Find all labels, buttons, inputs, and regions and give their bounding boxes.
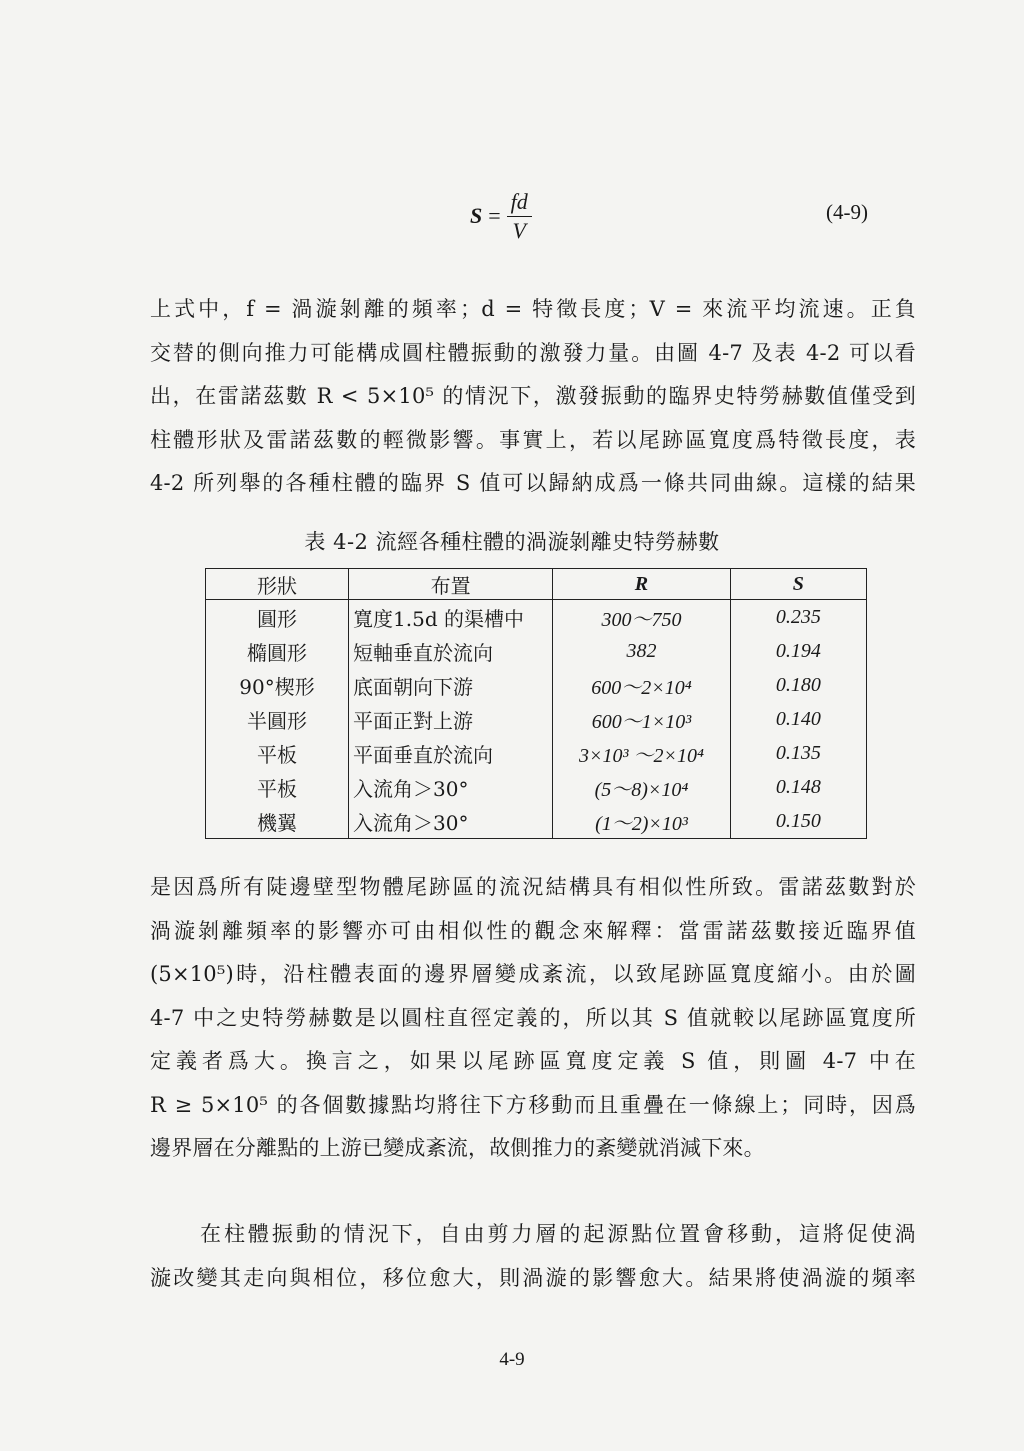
equation-numerator: fd bbox=[507, 190, 532, 217]
equation-equals: = bbox=[488, 203, 501, 228]
strouhal-table bbox=[205, 568, 867, 839]
table-row bbox=[206, 736, 867, 770]
equation-strouhal bbox=[470, 186, 532, 246]
cell-shape: 圓形 bbox=[206, 600, 349, 635]
paragraph-2 bbox=[150, 866, 916, 1171]
cell-layout: 短軸垂直於流向 bbox=[349, 634, 553, 668]
table-row bbox=[206, 668, 867, 702]
cell-layout: 入流角＞30° bbox=[349, 770, 553, 804]
cell-shape: 平板 bbox=[206, 770, 349, 804]
table-row bbox=[206, 634, 867, 668]
cell-layout: 平面垂直於流向 bbox=[349, 736, 553, 770]
text-line: 柱體形狀及雷諾茲數的輕微影響。事實上，若以尾跡區寬度爲特徵長度，表 bbox=[150, 427, 916, 452]
cell-r: 3×10³ ～2×10⁴ bbox=[553, 736, 731, 770]
cell-layout: 入流角＞30° bbox=[349, 804, 553, 839]
cell-layout: 底面朝向下游 bbox=[349, 668, 553, 702]
text-line: 在柱體振動的情況下，自由剪力層的起源點位置會移動，這將促使渦 bbox=[200, 1222, 916, 1246]
text-line: 4-7 中之史特勞赫數是以圓柱直徑定義的，所以其 S 值就較以尾跡區寬度所 bbox=[150, 1005, 916, 1030]
cell-s: 0.235 bbox=[730, 600, 866, 635]
text-line: 定義者爲大。換言之，如果以尾跡區寬度定義 S 值，則圖 4-7 中在 bbox=[150, 1049, 916, 1073]
text-line: 上式中，f = 渦漩剝離的頻率；d = 特徵長度；V = 來流平均流速。正負 bbox=[150, 297, 916, 321]
cell-s: 0.148 bbox=[730, 770, 866, 804]
table-row bbox=[206, 702, 867, 736]
cell-r: 382 bbox=[553, 634, 731, 668]
cell-r: 600～2×10⁴ bbox=[553, 668, 731, 702]
text-line: R ≥ 5×10⁵ 的各個數據點均將往下方移動而且重疊在一條線上；同時，因爲 bbox=[150, 1092, 916, 1117]
text-line: 是因爲所有陡邊壁型物體尾跡區的流況結構具有相似性所致。雷諾茲數對於 bbox=[150, 875, 916, 899]
header-r: R bbox=[553, 569, 731, 600]
cell-shape: 90°楔形 bbox=[206, 668, 349, 702]
cell-r: (1～2)×10³ bbox=[553, 804, 731, 839]
page-number: 4-9 bbox=[499, 1349, 525, 1370]
equation-number: (4-9) bbox=[826, 200, 868, 224]
text-line: 漩改變其走向與相位，移位愈大，則渦漩的影響愈大。結果將使渦漩的頻率 bbox=[150, 1265, 916, 1290]
cell-r: (5～8)×10⁴ bbox=[553, 770, 731, 804]
paragraph-3 bbox=[150, 1213, 916, 1300]
cell-shape: 橢圓形 bbox=[206, 634, 349, 668]
cell-shape: 半圓形 bbox=[206, 702, 349, 736]
text-line: (5×10⁵)時，沿柱體表面的邊界層變成紊流，以致尾跡區寬度縮小。由於圖 bbox=[150, 962, 916, 986]
cell-shape: 平板 bbox=[206, 736, 349, 770]
cell-layout: 平面正對上游 bbox=[349, 702, 553, 736]
table-header-row bbox=[206, 569, 867, 600]
header-shape: 形狀 bbox=[206, 569, 349, 600]
table-row bbox=[206, 770, 867, 804]
cell-s: 0.150 bbox=[730, 804, 866, 839]
header-layout: 布置 bbox=[349, 569, 553, 600]
table-caption: 表 4-2 流經各種柱體的渦漩剝離史特勞赫數 bbox=[304, 530, 720, 554]
text-line: 出，在雷諾茲數 R < 5×10⁵ 的情況下，激發振動的臨界史特勞赫數值僅受到 bbox=[150, 384, 916, 408]
table-row bbox=[206, 600, 867, 635]
cell-s: 0.135 bbox=[730, 736, 866, 770]
text-line: 邊界層在分離點的上游已變成紊流，故側推力的紊變就消減下來。 bbox=[150, 1136, 765, 1160]
equation-denominator: V bbox=[512, 217, 526, 243]
cell-s: 0.140 bbox=[730, 702, 866, 736]
text-line: 4-2 所列舉的各種柱體的臨界 S 值可以歸納成爲一條共同曲線。這樣的結果 bbox=[150, 471, 916, 495]
cell-r: 300～750 bbox=[553, 600, 731, 635]
cell-s: 0.180 bbox=[730, 668, 866, 702]
equation-lhs: S bbox=[470, 203, 483, 228]
equation-fraction bbox=[507, 190, 532, 243]
text-line: 渦漩剝離頻率的影響亦可由相似性的觀念來解釋：當雷諾茲數接近臨界值 bbox=[150, 918, 916, 943]
cell-shape: 機翼 bbox=[206, 804, 349, 839]
text-line: 交替的側向推力可能構成圓柱體振動的激發力量。由圖 4-7 及表 4-2 可以看 bbox=[150, 340, 916, 365]
header-s: S bbox=[730, 569, 866, 600]
cell-s: 0.194 bbox=[730, 634, 866, 668]
paragraph-1 bbox=[150, 288, 916, 506]
cell-layout: 寬度1.5d 的渠槽中 bbox=[349, 600, 553, 635]
table-row bbox=[206, 804, 867, 839]
cell-r: 600～1×10³ bbox=[553, 702, 731, 736]
